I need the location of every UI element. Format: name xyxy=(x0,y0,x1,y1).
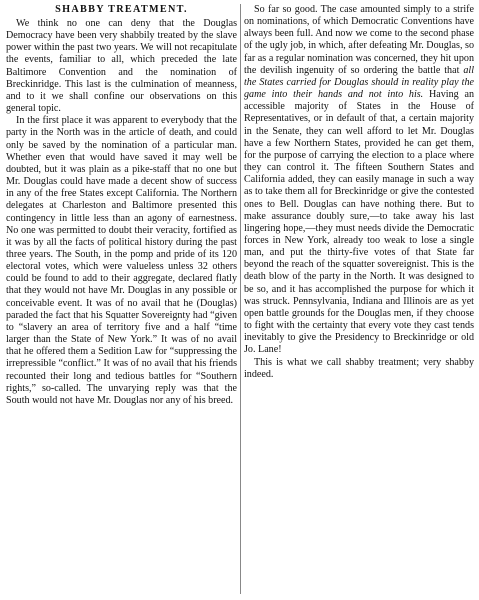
column-divider xyxy=(240,4,241,594)
paragraph-3-text-b: Having an accessible majority of States in the House of Representatives, or in default of that, a certain majority in the Senate, they can well afford to let Mr. Douglas have a few Northern States, provided he can get them, for the purpose of carrying the election to a place where they can control it. The fifteen Southern States and California added, they can easily manage in such a way as to take them all for Breckinridge or give the contested ones to Bell. Douglas can have nothing there. But to make assurance doubly sure,—to take away his last lingering hope,—they must needs divide the Democratic forces in New York, already too weak to lose a single man, and put the thirty-five votes of that State far beyond the reach of the squatter sovereignist. This is the death blow of the party in the North. It was designed to be so, and it has accomplished the purpose for which it was struck. Pennsylvania, Indiana and Illinois are as yet open battle grounds for the Douglas men, if they choose to fight with the certainty that every vote they cast tends inevitably to give the Presidency to Breckinridge or old Jo. Lane! xyxy=(244,89,474,356)
article-headline: SHABBY TREATMENT. xyxy=(55,4,188,15)
paragraph-3-text-a: So far so good. The case amounted simply to a strife on nominations, of which Democratic Conventions have always been full. And now we come to the second phase of the ugly job, in which, after defeating Mr. Douglas, so far as a regular nomination was concerned, they hit upon the devilish ingenuity of so ordering the battle that xyxy=(244,4,474,76)
paragraph-3-italic-text: all the States carried for Douglas should in reality play the game into their hands and not into his. xyxy=(244,64,474,101)
article-paragraph-2: In the first place it was apparent to everybody that the party in the North was in the article of death, and could only be saved by the nomination of a particular man. Whether even that would have saved it may well be doubted, but it was plain as a pike-staff that no one but Mr. Douglas could have made a decent show of success in any of the free States except California. The Northern delegates at Charleston and Baltimore presented this contingency in little less than an agony of earnestness. No one was permitted to doubt their veracity, fortified as it was by all the facts of political history during the past three years. The South, in the pomp and pride of its 120 electoral votes, which were valueless unless 32 others could be found to add to their aggregate, declared flatly that they would not have Mr. Douglas in any possible or conceivable event. It was of no avail that he (Douglas) paraded the fact that his Squatter Sovereignty had “given to “slavery an area of territory five and a half “time larger than the State of New York.” It was of no avail that he offered them a Sedition Law for “suppressing the irrepressible “conflict.” It was of no avail that his friends recounted their long and tedious battles for “Southern rights,” so-called. The unvarying reply was that the South would not have Mr. Douglas nor any of his breed. xyxy=(6,115,237,406)
article-paragraph-3 xyxy=(244,4,474,357)
article-paragraph-4: This is what we call shabby treatment; very shabby indeed. xyxy=(244,356,474,380)
left-column xyxy=(6,4,237,407)
right-column xyxy=(244,4,474,381)
article-paragraph-1: We think no one can deny that the Douglas Democracy have been very shabbily treated by the slave power within the past two years. We will not recapitulate the events, familiar to all, which preceded the late Baltimore Convention and the nomination of Breckinridge. This last is the culmination of meanness, and to it we shall confine our observations on this general topic. xyxy=(6,18,237,115)
